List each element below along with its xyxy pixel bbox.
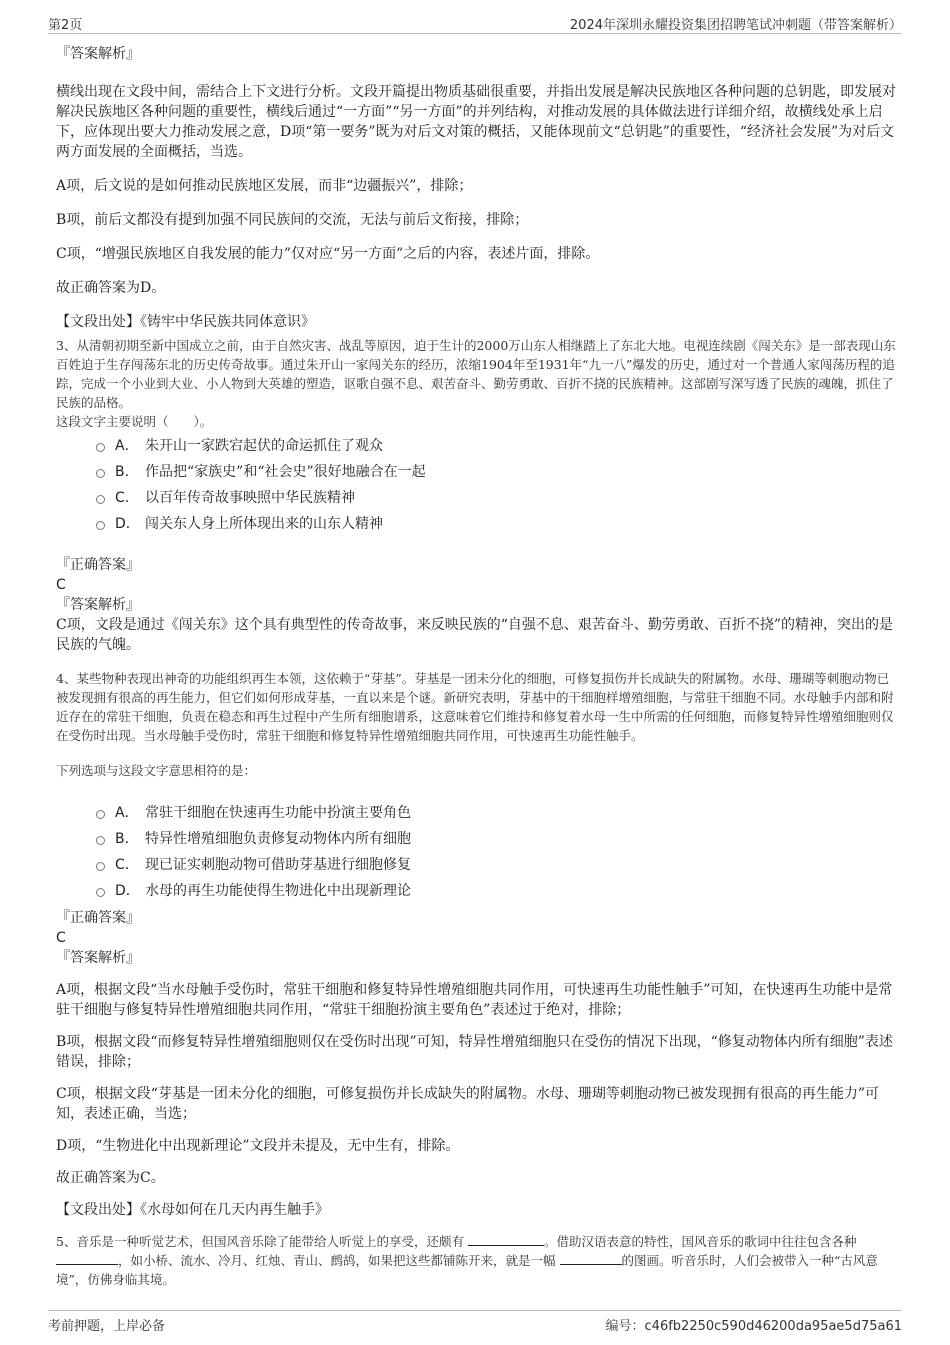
q4-analysis-a: A项，根据文段“当水母触手受伤时，常驻干细胞和修复特异性增殖细胞共同作用，可快速再生功能性触手”可知，在快速再生功能中是常驻干细胞与修复特异性增殖细胞共同作用，“常驻干细胞扮演主要角色”表述过于绝对，排除； xyxy=(56,982,893,1018)
q3-answer: C xyxy=(56,577,66,593)
q4-prompt: 下列选项与这段文字意思相符的是： xyxy=(56,763,257,778)
footer-slogan: 考前押题，上岸必备 xyxy=(48,1319,166,1334)
q3-option-c[interactable] xyxy=(96,485,898,511)
radio-icon[interactable] xyxy=(96,810,105,819)
q5-blank-1[interactable] xyxy=(468,1232,544,1246)
q5-part-2: 。借助汉语表意的特性，国风音乐的歌词中往往包含各种 xyxy=(543,1234,857,1249)
radio-icon[interactable] xyxy=(96,836,105,845)
option-text: 特异性增殖细胞负责修复动物体内所有细胞 xyxy=(145,831,411,847)
q2-source: 【文段出处】《铸牢中华民族共同体意识》 xyxy=(56,314,315,330)
radio-icon[interactable] xyxy=(96,443,105,452)
option-key: A． xyxy=(115,805,139,821)
page-header xyxy=(48,14,902,34)
q4-options xyxy=(56,800,898,904)
radio-icon[interactable] xyxy=(96,495,105,504)
option-key: D． xyxy=(115,883,140,899)
question-4 xyxy=(56,669,898,1220)
option-text: 水母的再生功能使得生物进化中出现新理论 xyxy=(145,883,411,899)
q3-analysis-tag: 『答案解析』 xyxy=(56,597,140,613)
option-key: D． xyxy=(115,516,140,532)
option-text: 现已证实刺胞动物可借助芽基进行细胞修复 xyxy=(145,857,411,873)
document-title: 2024年深圳永耀投资集团招聘笔试冲刺题（带答案解析） xyxy=(569,18,902,33)
option-text: 以百年传奇故事映照中华民族精神 xyxy=(145,490,355,506)
radio-icon[interactable] xyxy=(96,521,105,530)
q2-analysis-a: A项，后文说的是如何推动民族地区发展，而非“边疆振兴”，排除； xyxy=(56,178,473,194)
footer-code xyxy=(606,1315,902,1334)
q4-source: 【文段出处】《水母如何在几天内再生触手》 xyxy=(56,1202,329,1218)
q4-option-b[interactable] xyxy=(96,826,898,852)
q3-stem: 3、从清朝初期至新中国成立之前，由于自然灾害、战乱等原因，迫于生计的2000万山东人相继踏上了东北大地。电视连续剧《闯关东》是一部表现山东百姓迫于生存闯荡东北的历史传奇故事。通过朱开山一家闯关东的经历，浓缩1904年至1931年“九一八”爆发的历史，通过对一个普通人家闯荡历程的追踪，完成一个小业到大业、小人物到大英雄的塑造，讴歌自强不息、艰苦奋斗、勤劳勇敢、百折不挠的民族精神。这部剧写深写透了民族的魂魄，抓住了民族的品格。 xyxy=(56,338,896,410)
footer-code-label: 编号： xyxy=(605,1319,645,1334)
q2-analysis-main: 横线出现在文段中间，需结合上下文进行分析。文段开篇提出物质基础很重要，并指出发展是解决民族地区各种问题的总钥匙，即发展对解决民族地区各种问题的重要性，横线后通过“一方面”“另一方面”的并列结构，对推动发展的具体做法进行详细介绍，故横线处承上启下，应体现出要大力推动发展之意，D项“第一要务”既为对后文对策的概括，又能体现前文“总钥匙”的重要性，“经济社会发展”为对后文两方面发展的全面概括，当选。 xyxy=(56,84,896,160)
q4-analysis-tag: 『答案解析』 xyxy=(56,950,140,966)
q4-answer-tag: 『正确答案』 xyxy=(56,910,140,926)
option-key: C． xyxy=(115,857,139,873)
q2-conclusion: 故正确答案为D。 xyxy=(56,280,166,296)
radio-icon[interactable] xyxy=(96,888,105,897)
option-text: 闯关东人身上所体现出来的山东人精神 xyxy=(145,516,383,532)
option-text: 作品把“家族史”和“社会史”很好地融合在一起 xyxy=(145,464,426,480)
option-text: 常驻干细胞在快速再生功能中扮演主要角色 xyxy=(145,805,411,821)
q5-part-1: 5、音乐是一种听觉艺术，但国风音乐除了能带给人听觉上的享受，还颇有 xyxy=(56,1234,464,1249)
q4-analysis-c: C项，根据文段“芽基是一团未分化的细胞，可修复损伤并长成缺失的附属物。水母、珊瑚等刺胞动物已被发现拥有很高的再生能力”可知，表述正确，当选； xyxy=(56,1086,880,1122)
option-key: B． xyxy=(115,464,139,480)
q2-analysis-tag: 『答案解析』 xyxy=(56,46,140,62)
radio-icon[interactable] xyxy=(96,862,105,871)
q4-option-a[interactable] xyxy=(96,800,898,826)
q4-stem: 4、某些物种表现出神奇的功能组织再生本领，这依赖于“芽基”。芽基是一团未分化的细胞，可修复损伤并长成缺失的附属物。水母、珊瑚等刺胞动物已被发现拥有很高的再生能力，但它们如何形成芽基，一直以来是个谜。新研究表明，芽基中的干细胞样增殖细胞，与常驻干细胞不同。水母触手内部和附近存在的常驻干细胞，负责在稳态和再生过程中产生所有细胞谱系，这意味着它们维持和修复着水母一生中所需的任何细胞，而修复特异性增殖细胞则仅在受伤时出现。当水母触手受伤时，常驻干细胞和修复特异性增殖细胞共同作用，可快速再生功能性触手。 xyxy=(56,671,894,743)
question-3 xyxy=(56,336,898,655)
question-5 xyxy=(56,1232,898,1289)
q2-analysis-b: B项，前后文都没有提到加强不同民族间的交流，无法与前后文衔接，排除； xyxy=(56,212,529,228)
q3-option-a[interactable] xyxy=(96,433,898,459)
option-key: B． xyxy=(115,831,139,847)
q5-part-4: 的图画。听音乐时，人们会被带入一种“古风意境”，仿佛身临其境。 xyxy=(56,1253,878,1287)
q3-analysis: C项，文段是通过《闯关东》这个具有典型性的传奇故事，来反映民族的“自强不息、艰苦奋斗、勤劳勇敢、百折不挠”的精神，突出的是民族的气魄。 xyxy=(56,617,894,653)
q5-blank-3[interactable] xyxy=(560,1251,622,1265)
q4-option-c[interactable] xyxy=(96,852,898,878)
q3-option-d[interactable] xyxy=(96,511,898,537)
q2-analysis-block xyxy=(56,44,898,332)
q4-analysis-d: D项，“生物进化中出现新理论”文段并未提及，无中生有，排除。 xyxy=(56,1138,460,1154)
footer-code-value: c46fb2250c590d46200da95ae5d75a61 xyxy=(644,1319,902,1334)
q3-prompt: 这段文字主要说明（ ）。 xyxy=(56,414,213,429)
q4-analysis-b: B项，根据文段“而修复特异性增殖细胞则仅在受伤时出现”可知，特异性增殖细胞只在受伤的情况下出现，“修复动物体内所有细胞”表述错误，排除； xyxy=(56,1034,893,1070)
q3-option-b[interactable] xyxy=(96,459,898,485)
document-body xyxy=(56,44,898,1289)
q4-conclusion: 故正确答案为C。 xyxy=(56,1170,165,1186)
q2-analysis-c: C项，“增强民族地区自我发展的能力”仅对应“另一方面”之后的内容，表述片面，排除。 xyxy=(56,246,600,262)
q5-blank-2[interactable] xyxy=(56,1251,118,1265)
q3-answer-tag: 『正确答案』 xyxy=(56,557,140,573)
q5-part-3: ，如小桥、流水、冷月、红烛、青山、鹧鸪，如果把这些都铺陈开来，就是一幅 xyxy=(118,1253,556,1268)
option-key: C． xyxy=(115,490,139,506)
option-text: 朱开山一家跌宕起伏的命运抓住了观众 xyxy=(145,438,383,454)
q4-answer: C xyxy=(56,930,66,946)
page-number: 第2页 xyxy=(48,18,83,33)
q4-option-d[interactable] xyxy=(96,878,898,904)
q3-options xyxy=(56,433,898,537)
page-footer xyxy=(48,1310,902,1334)
radio-icon[interactable] xyxy=(96,469,105,478)
option-key: A． xyxy=(115,438,139,454)
q5-stem xyxy=(56,1232,898,1289)
